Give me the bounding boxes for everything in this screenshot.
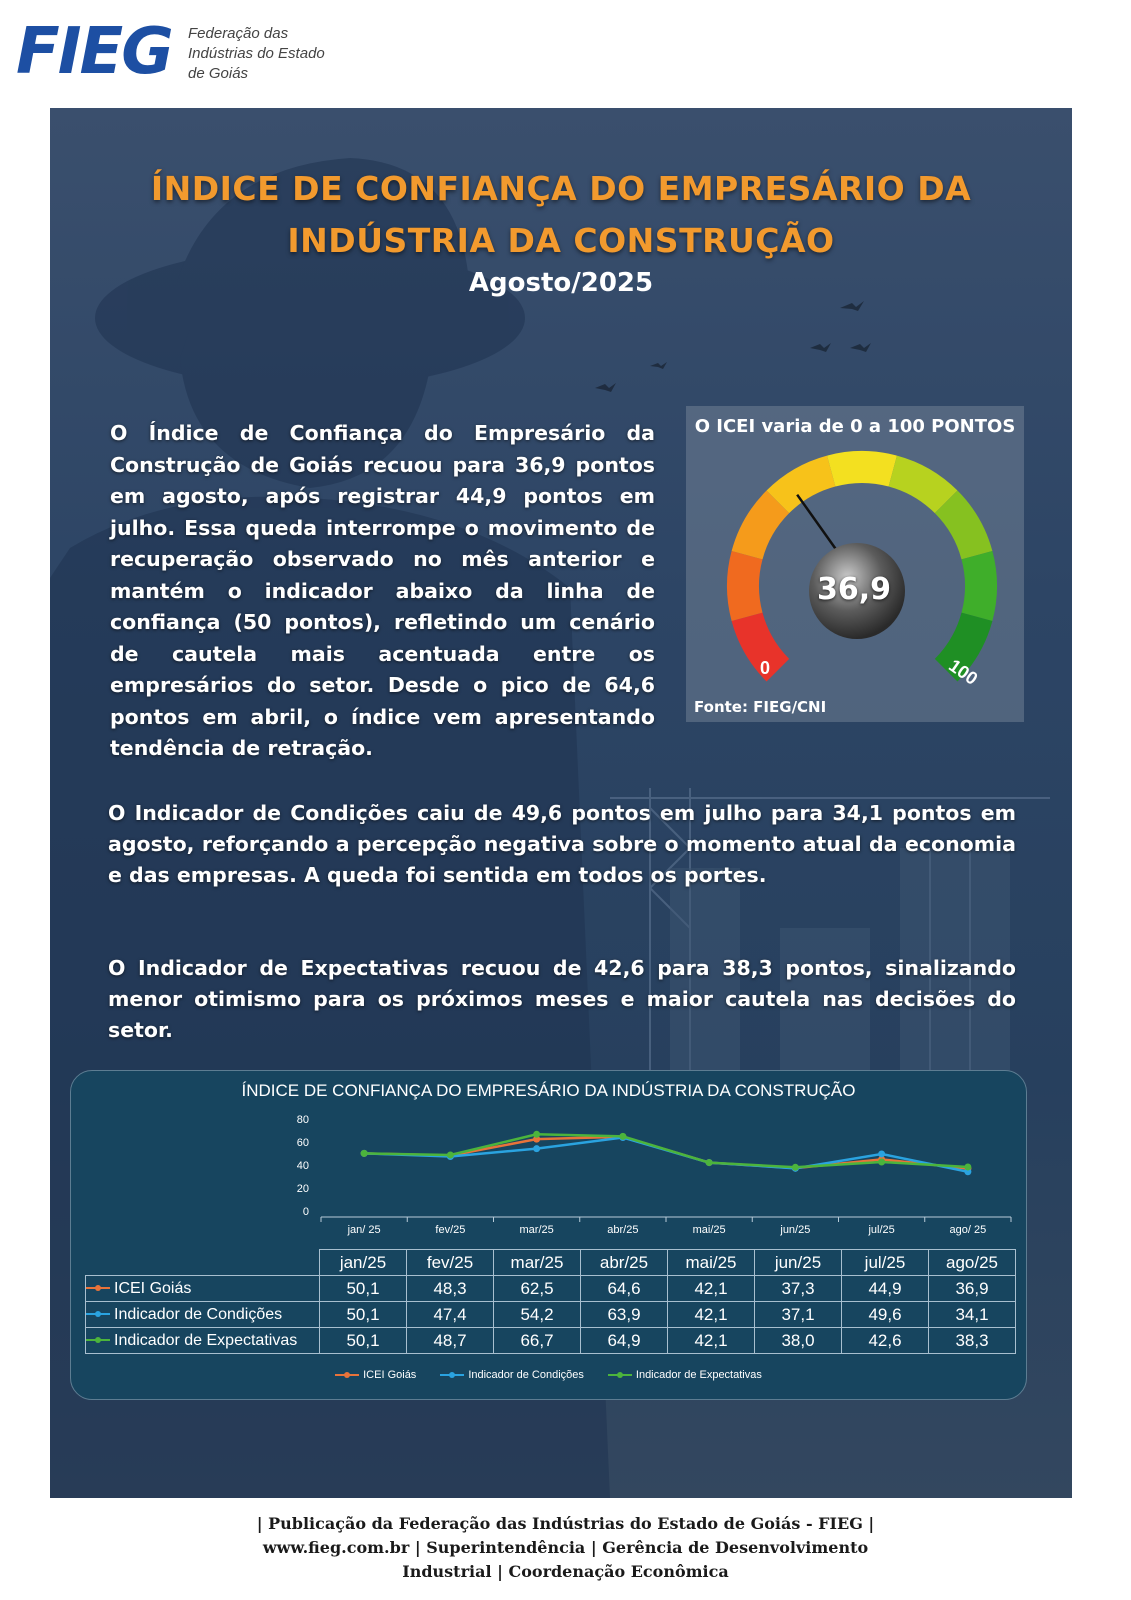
x-tick-label: fev/25 bbox=[435, 1224, 466, 1236]
table-header-cell: jan/25 bbox=[320, 1250, 407, 1276]
table-cell: 38,3 bbox=[929, 1328, 1016, 1354]
chart-title: ÍNDICE DE CONFIANÇA DO EMPRESÁRIO DA INDÚSTRIA DA CONSTRUÇÃO bbox=[241, 1081, 856, 1100]
x-tick-label: ago/ 25 bbox=[949, 1224, 987, 1236]
table-header-cell: mar/25 bbox=[494, 1250, 581, 1276]
page-title bbox=[50, 163, 1072, 267]
table-header-cell: fev/25 bbox=[407, 1250, 494, 1276]
x-tick-label: mar/25 bbox=[519, 1224, 554, 1236]
table-cell: 63,9 bbox=[581, 1302, 668, 1328]
series-point bbox=[706, 1159, 713, 1166]
logo-mark: FIEG bbox=[16, 15, 172, 89]
series-line bbox=[364, 1137, 968, 1169]
legend-item bbox=[440, 1369, 584, 1381]
gauge-dial bbox=[686, 446, 1024, 696]
gauge-segment bbox=[961, 551, 997, 621]
table-cell: 44,9 bbox=[842, 1276, 929, 1302]
conditions-paragraph: O Indicador de Condições caiu de 49,6 pontos em julho para 34,1 pontos em agosto, reforçando a percepção negativa sobre o momento atual da economia e das empresas. A queda foi sentida em todos os portes. bbox=[108, 801, 1016, 887]
table-cell: 37,3 bbox=[755, 1276, 842, 1302]
series-swatch-icon bbox=[86, 1334, 110, 1346]
table-cell: 49,6 bbox=[842, 1302, 929, 1328]
legend-label: ICEI Goiás bbox=[363, 1369, 417, 1381]
gauge-source: Fonte: FIEG/CNI bbox=[694, 698, 827, 716]
footer-line-2: www.fieg.com.br | Superintendência | Gerência de Desenvolvimento bbox=[262, 1538, 869, 1557]
chart-data-table bbox=[85, 1249, 1016, 1354]
series-point bbox=[792, 1164, 799, 1171]
table-cell: 50,1 bbox=[320, 1276, 407, 1302]
table-row-label bbox=[86, 1328, 320, 1354]
series-point bbox=[361, 1150, 368, 1157]
table-corner bbox=[86, 1250, 320, 1276]
gauge-segment bbox=[827, 451, 897, 487]
logo-text-line-2: Indústrias do Estado bbox=[188, 45, 325, 62]
table-cell: 64,9 bbox=[581, 1328, 668, 1354]
icei-chart bbox=[70, 1070, 1027, 1400]
table-cell: 62,5 bbox=[494, 1276, 581, 1302]
legend-item bbox=[335, 1369, 416, 1381]
table-row bbox=[86, 1328, 1016, 1354]
legend-swatch-icon bbox=[440, 1369, 464, 1381]
y-tick-label: 40 bbox=[296, 1160, 309, 1172]
table-header-row bbox=[86, 1250, 1016, 1276]
x-tick-label: jul/25 bbox=[868, 1224, 895, 1236]
table-cell: 54,2 bbox=[494, 1302, 581, 1328]
table-cell: 66,7 bbox=[494, 1328, 581, 1354]
series-swatch-icon bbox=[86, 1308, 110, 1320]
y-tick-label: 60 bbox=[296, 1137, 309, 1149]
table-header-cell: jun/25 bbox=[755, 1250, 842, 1276]
table-row-label bbox=[86, 1276, 320, 1302]
footer bbox=[0, 1512, 1131, 1584]
footer-line-1: | Publicação da Federação das Indústrias do Estado de Goiás - FIEG | bbox=[256, 1514, 875, 1533]
x-tick-label: abr/25 bbox=[607, 1224, 639, 1236]
table-cell: 42,1 bbox=[668, 1302, 755, 1328]
series-swatch-icon bbox=[86, 1282, 110, 1294]
table-row bbox=[86, 1302, 1016, 1328]
table-cell: 42,6 bbox=[842, 1328, 929, 1354]
table-body bbox=[86, 1276, 1016, 1354]
fieg-logo bbox=[16, 15, 416, 90]
table-header-cell: ago/25 bbox=[929, 1250, 1016, 1276]
gauge-max-label: 100 bbox=[945, 655, 982, 689]
gauge-segment bbox=[727, 551, 763, 621]
table-cell: 37,1 bbox=[755, 1302, 842, 1328]
table-header-cell: abr/25 bbox=[581, 1250, 668, 1276]
table-cell: 48,7 bbox=[407, 1328, 494, 1354]
logo-text bbox=[188, 24, 388, 84]
legend-swatch-icon bbox=[608, 1369, 632, 1381]
table-cell: 48,3 bbox=[407, 1276, 494, 1302]
logo-text-line-3: de Goiás bbox=[188, 65, 249, 82]
legend-item bbox=[608, 1369, 762, 1381]
series-name: Indicador de Condições bbox=[114, 1305, 283, 1323]
table-header-cell: jul/25 bbox=[842, 1250, 929, 1276]
legend-label: Indicador de Expectativas bbox=[635, 1369, 762, 1381]
gauge-min-label: 0 bbox=[760, 658, 771, 678]
gauge-title: O ICEI varia de 0 a 100 PONTOS bbox=[694, 416, 1016, 437]
table-cell: 50,1 bbox=[320, 1302, 407, 1328]
table-cell: 64,6 bbox=[581, 1276, 668, 1302]
table-row bbox=[86, 1276, 1016, 1302]
series-point bbox=[533, 1145, 540, 1152]
footer-line-3: Industrial | Coordenação Econômica bbox=[402, 1562, 729, 1581]
x-tick-label: mai/25 bbox=[692, 1224, 726, 1236]
table-cell: 34,1 bbox=[929, 1302, 1016, 1328]
x-tick-label: jan/ 25 bbox=[347, 1224, 381, 1236]
table-cell: 42,1 bbox=[668, 1276, 755, 1302]
table-cell: 36,9 bbox=[929, 1276, 1016, 1302]
gauge-value: 36,9 bbox=[816, 572, 892, 607]
legend-swatch-icon bbox=[335, 1369, 359, 1381]
line-chart bbox=[71, 1071, 1026, 1246]
series-point bbox=[619, 1133, 626, 1140]
y-tick-label: 0 bbox=[302, 1206, 309, 1218]
table-cell: 38,0 bbox=[755, 1328, 842, 1354]
table-cell: 42,1 bbox=[668, 1328, 755, 1354]
infographic-panel bbox=[50, 108, 1072, 1498]
x-tick-label: jun/25 bbox=[780, 1224, 811, 1236]
table-row-label bbox=[86, 1302, 320, 1328]
icei-gauge bbox=[686, 406, 1024, 722]
series-point bbox=[964, 1163, 971, 1170]
series-point bbox=[878, 1159, 885, 1166]
summary-paragraph: O Índice de Confiança do Empresário da Construção de Goiás recuou para 36,9 pontos em agosto, após registrar 44,9 pontos em julho. Essa queda interrompe o movimento de recuperação observado no mês anterior e mantém o indicador abaixo da linha de confiança (50 pontos), refletindo um cenário de cautela mais acentuada entre os empresários do setor. Desde o pico de 64,6 pontos em abril, o índice vem apresentando tendência de retração. bbox=[110, 421, 655, 760]
table-cell: 47,4 bbox=[407, 1302, 494, 1328]
expectations-paragraph: O Indicador de Expectativas recuou de 42,6 para 38,3 pontos, sinalizando menor otimismo para os próximos meses e maior cautela nas decisões do setor. bbox=[108, 956, 1016, 1042]
y-tick-label: 80 bbox=[296, 1114, 309, 1126]
page-title-line-1: ÍNDICE DE CONFIANÇA DO EMPRESÁRIO DA bbox=[150, 169, 972, 208]
page-subtitle: Agosto/2025 bbox=[468, 268, 654, 298]
table-header-cell: mai/25 bbox=[668, 1250, 755, 1276]
series-name: Indicador de Expectativas bbox=[114, 1331, 298, 1349]
logo-text-line-1: Federação das bbox=[188, 25, 289, 42]
legend-label: Indicador de Condições bbox=[468, 1369, 584, 1381]
table-cell: 50,1 bbox=[320, 1328, 407, 1354]
page-title-line-2: INDÚSTRIA DA CONSTRUÇÃO bbox=[287, 221, 835, 260]
y-tick-label: 20 bbox=[296, 1183, 309, 1195]
series-point bbox=[533, 1131, 540, 1138]
series-name: ICEI Goiás bbox=[114, 1279, 192, 1297]
series-point bbox=[878, 1150, 885, 1157]
series-point bbox=[447, 1151, 454, 1158]
chart-legend bbox=[71, 1369, 1026, 1381]
